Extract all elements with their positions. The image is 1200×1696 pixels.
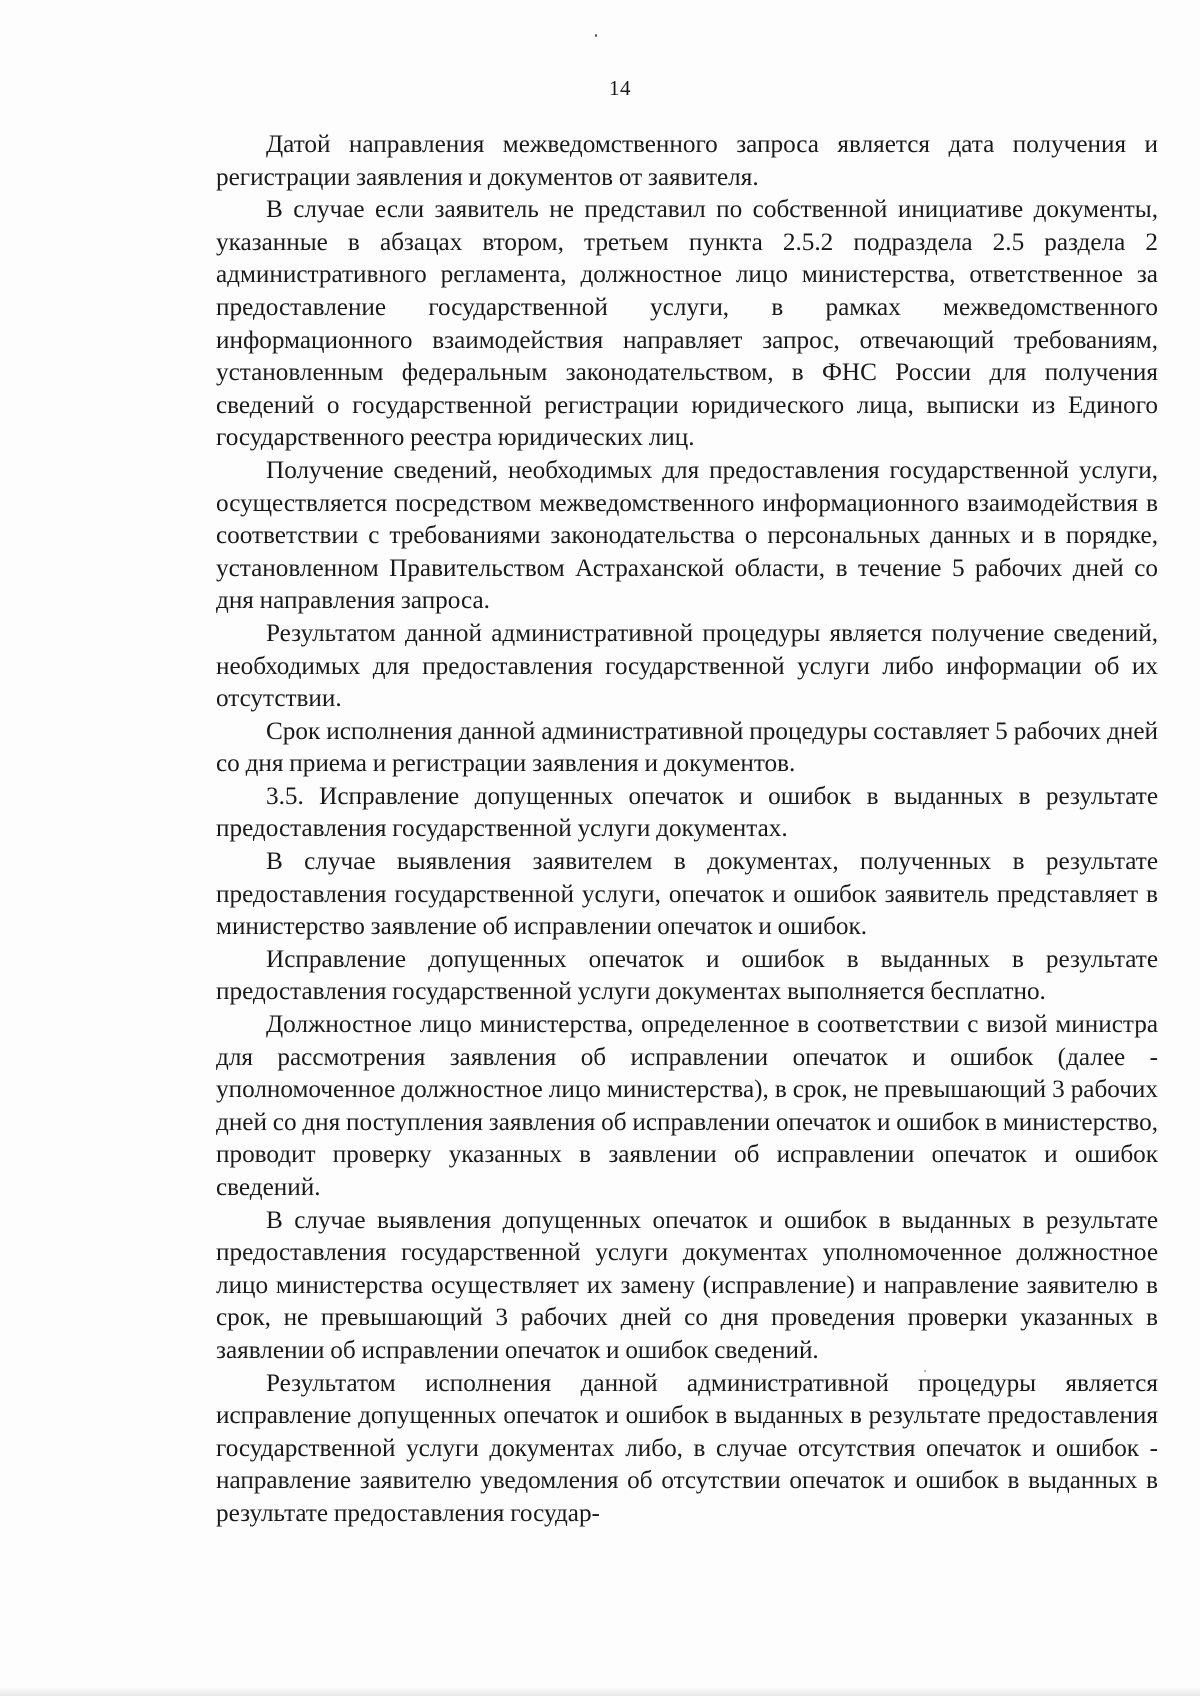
paragraph: Результатом исполнения данной административной процедуры является исправление допущенных опечаток и ошибок в выданных в результате предоставления государственной услуги документах либо, в случае отсутствия опечаток и ошибок - направление заявителю уведомления об отсутствии опечаток и ошибок в выданных в результате предоставления государ-	[216, 1369, 1158, 1527]
paragraph: В случае выявления заявителем в документах, полученных в результате предоставления государственной услуги, опечаток и ошибок заявитель представляет в министерство заявление об исправлении опечаток и ошибок.	[216, 848, 1158, 941]
paragraph: В случае если заявитель не представил по собственной инициативе документы, указанные в абзацах втором, третьем пункта 2.5.2 подраздела 2.5 раздела 2 административного регламента, должностное лицо министерства, ответственное за предоставление государственной услуги, в рамках межведомственного информационного взаимодействия направляет запрос, отвечающий требованиям, установленным федеральным законодательством, в ФНС России для получения сведений о государственной регистрации юридического лица, выписки из Единого государственного реестра юридических лиц.	[216, 196, 1158, 452]
paragraph: Результатом данной административной процедуры является получение сведений, необходимых для предоставления государственной услуги либо информации об их отсутствии.	[216, 619, 1158, 713]
paragraph: В случае выявления допущенных опечаток и ошибок в выданных в результате предоставления государственной услуги документах уполномоченное должностное лицо министерства осуществляет их замену (исправление) и направление заявителю в срок, не превышающий 3 рабочих дней со дня проведения проверки указанных в заявлении об исправлении опечаток и ошибок сведений.	[216, 1206, 1158, 1364]
document-body	[216, 129, 1158, 1531]
paragraph: Датой направления межведомственного запроса является дата получения и регистрации заявления и документов от заявителя.	[216, 131, 1158, 191]
scan-speck	[595, 34, 597, 37]
paragraph: Исправление допущенных опечаток и ошибок в выданных в результате предоставления государственной услуги документах выполняется бесплатно.	[216, 945, 1158, 1006]
section-heading: 3.5. Исправление допущенных опечаток и ошибок в выданных в результате предоставления государственной услуги документах.	[216, 782, 1158, 843]
paragraph: Получение сведений, необходимых для предоставления государственной услуги, осуществляется посредством межведомственного информационного взаимодействия в соответствии с требованиями законодательства о персональных данных и в порядке, установленном Правительством Астраханской области, в течение 5 рабочих дней со дня направления запроса.	[216, 456, 1158, 615]
paragraph: Должностное лицо министерства, определенное в соответствии с визой министра для рассмотрения заявления об исправлении опечаток и ошибок (далее - уполномоченное должностное лицо министерства), в срок, не превышающий 3 рабочих дней со дня поступления заявления об исправлении опечаток и ошибок в министерство, проводит проверку указанных в заявлении об исправлении опечаток и ошибок сведений.	[216, 1011, 1158, 1201]
scan-edge	[0, 1686, 1200, 1696]
paragraph: Срок исполнения данной административной процедуры составляет 5 рабочих дней со дня приема и регистрации заявления и документов.	[216, 717, 1158, 778]
page-number: 14	[609, 76, 631, 100]
